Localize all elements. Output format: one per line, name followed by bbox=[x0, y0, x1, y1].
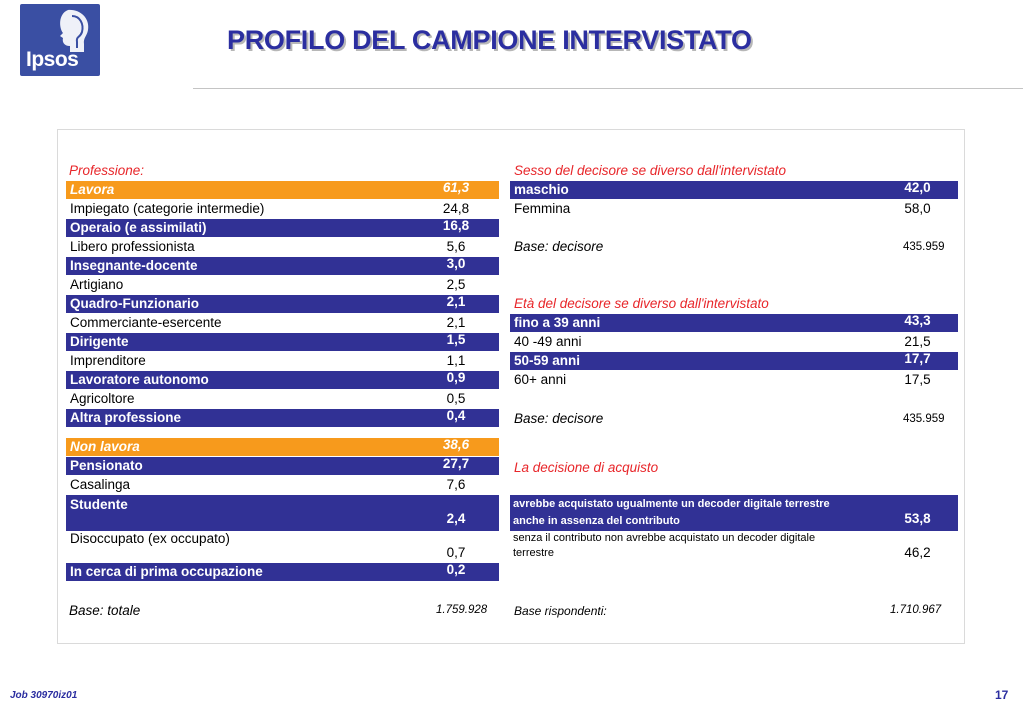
page-title: PROFILO DEL CAMPIONE INTERVISTATO bbox=[227, 25, 752, 55]
table-row bbox=[66, 409, 499, 427]
row-label: Studente bbox=[70, 497, 128, 512]
sesso-base-value: 435.959 bbox=[903, 241, 945, 253]
row-label: Dirigente bbox=[70, 334, 129, 349]
decisione-base-label: Base rispondenti: bbox=[514, 604, 607, 618]
row-value: 3,0 bbox=[446, 256, 466, 271]
row-value: 17,7 bbox=[904, 351, 931, 366]
table-row bbox=[510, 333, 958, 351]
row-label-line2: terrestre bbox=[513, 547, 554, 559]
row-label: Impiegato (categorie intermedie) bbox=[70, 201, 265, 216]
row-label: Lavoratore autonomo bbox=[70, 372, 209, 387]
row-label-line1: senza il contributo non avrebbe acquistato un decoder digitale bbox=[513, 532, 816, 544]
table-row bbox=[510, 352, 958, 370]
table-row bbox=[510, 371, 958, 389]
row-value: 0,7 bbox=[446, 545, 466, 560]
row-label-line1: avrebbe acquistato ugualmente un decoder digitale terrestre bbox=[513, 498, 830, 510]
row-label: Commerciante-esercente bbox=[70, 315, 222, 330]
row-value: 46,2 bbox=[904, 545, 931, 560]
row-value: 24,8 bbox=[442, 201, 470, 216]
table-row bbox=[66, 238, 499, 256]
row-label-line2: anche in assenza del contributo bbox=[513, 515, 680, 527]
table-row bbox=[510, 181, 958, 199]
row-value: 0,9 bbox=[446, 370, 466, 385]
row-value: 5,6 bbox=[446, 239, 466, 254]
table-row bbox=[66, 352, 499, 370]
professione-base-label: Base: totale bbox=[69, 603, 141, 618]
table-row bbox=[66, 276, 499, 294]
professione-title: Professione: bbox=[69, 163, 145, 178]
eta-base-label: Base: decisore bbox=[514, 411, 604, 426]
logo-text: Ipsos bbox=[26, 48, 79, 71]
row-label: Femmina bbox=[514, 201, 571, 216]
table-row bbox=[66, 181, 499, 199]
table-row bbox=[66, 295, 499, 313]
table-row bbox=[66, 219, 499, 237]
row-label: fino a 39 anni bbox=[514, 315, 601, 330]
row-value: 2,1 bbox=[446, 315, 466, 330]
table-row bbox=[66, 333, 499, 351]
row-label: Artigiano bbox=[70, 277, 124, 292]
row-label: maschio bbox=[514, 182, 569, 197]
eta-title: Età del decisore se diverso dall'intervistato bbox=[514, 296, 769, 311]
row-value: 0,4 bbox=[446, 408, 466, 423]
table-row bbox=[66, 457, 499, 475]
row-label: Agricoltore bbox=[70, 391, 135, 406]
table-row bbox=[66, 314, 499, 332]
eta-base-value: 435.959 bbox=[903, 413, 945, 425]
row-label: Quadro-Funzionario bbox=[70, 296, 199, 311]
row-value: 42,0 bbox=[904, 180, 931, 195]
table-row bbox=[510, 531, 958, 563]
row-value: 2,4 bbox=[446, 511, 466, 526]
row-label: Casalinga bbox=[70, 477, 131, 492]
sesso-title: Sesso del decisore se diverso dall'intervistato bbox=[514, 163, 786, 178]
decisione-base-value: 1.710.967 bbox=[890, 604, 942, 616]
table-row bbox=[66, 476, 499, 494]
row-label: Disoccupato (ex occupato) bbox=[70, 531, 230, 546]
row-label: Imprenditore bbox=[70, 353, 146, 368]
row-label: Insegnante-docente bbox=[70, 258, 198, 273]
ipsos-logo bbox=[20, 4, 100, 76]
head-profile-icon bbox=[50, 8, 94, 52]
row-value: 43,3 bbox=[904, 313, 931, 328]
row-value: 0,5 bbox=[446, 391, 466, 406]
table-row bbox=[510, 200, 958, 218]
row-label: In cerca di prima occupazione bbox=[70, 564, 263, 579]
row-label: 50-59 anni bbox=[514, 353, 581, 368]
row-value: 0,2 bbox=[446, 562, 466, 577]
decisione-title: La decisione di acquisto bbox=[514, 460, 659, 475]
row-value: 2,1 bbox=[446, 294, 466, 309]
table-row bbox=[66, 257, 499, 275]
row-label: Altra professione bbox=[70, 410, 182, 425]
table-row bbox=[510, 314, 958, 332]
professione-base-value: 1.759.928 bbox=[436, 604, 488, 616]
row-value: 17,5 bbox=[904, 372, 931, 387]
table-row bbox=[66, 371, 499, 389]
table-row bbox=[66, 200, 499, 218]
row-value: 38,6 bbox=[442, 437, 470, 452]
row-value: 1,5 bbox=[446, 332, 466, 347]
row-value: 61,3 bbox=[442, 180, 470, 195]
row-label: Lavora bbox=[70, 182, 115, 197]
row-label: Pensionato bbox=[70, 458, 143, 473]
row-value: 1,1 bbox=[446, 353, 466, 368]
table-row bbox=[66, 495, 499, 531]
row-value: 27,7 bbox=[442, 456, 470, 471]
table-row bbox=[66, 563, 499, 581]
table-row bbox=[66, 390, 499, 408]
row-value: 58,0 bbox=[904, 201, 931, 216]
row-label: Operaio (e assimilati) bbox=[70, 220, 207, 235]
row-value: 7,6 bbox=[446, 477, 466, 492]
row-label: Non lavora bbox=[70, 439, 140, 454]
row-value: 21,5 bbox=[904, 334, 931, 349]
row-value: 53,8 bbox=[904, 511, 931, 526]
row-label: 40 -49 anni bbox=[514, 334, 582, 349]
table-row bbox=[66, 531, 499, 563]
table-row bbox=[510, 495, 958, 531]
page-number: 17 bbox=[995, 688, 1009, 702]
job-code: Job 30970iz01 bbox=[10, 690, 78, 701]
row-label: Libero professionista bbox=[70, 239, 195, 254]
row-value: 16,8 bbox=[442, 218, 470, 233]
table-row bbox=[66, 438, 499, 456]
sesso-base-label: Base: decisore bbox=[514, 239, 604, 254]
row-label: 60+ anni bbox=[514, 372, 567, 387]
title-divider bbox=[193, 88, 1023, 89]
row-value: 2,5 bbox=[446, 277, 466, 292]
